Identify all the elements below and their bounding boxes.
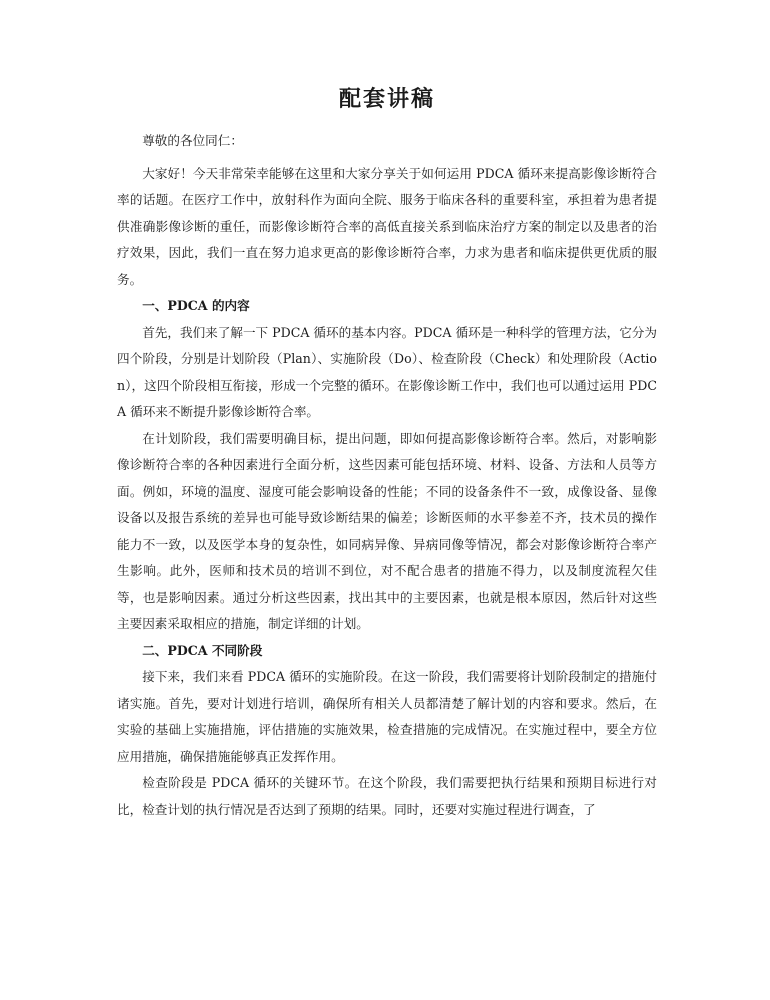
paragraph-check-stage: 检查阶段是 PDCA 循环的关键环节。在这个阶段，我们需要把执行结果和预期目标进行对比，检查计划的执行情况是否达到了预期的结果。同时，还要对实施过程进行调查，了 [117,775,657,817]
document-page [117,82,657,823]
paragraph-intro: 大家好！今天非常荣幸能够在这里和大家分享关于如何运用 PDCA 循环来提高影像诊断符合率的话题。在医疗工作中，放射科作为面向全院、服务于临床各科的重要科室，承担着为患者提供准确影像诊断的重任，而影像诊断符合率的高低直接关系到临床治疗方案的制定以及患者的治疗效果，因此，我们一直在努力追求更高的影像诊断符合率，力求为患者和临床提供更优质的服务。 [117,165,657,287]
section-heading-2: 二、PDCA 不同阶段 [142,642,263,658]
page-title: 配套讲稿 [338,86,435,112]
salutation: 尊敬的各位同仁： [142,133,243,148]
section-heading-1: 一、PDCA 的内容 [142,298,250,313]
paragraph-do-stage: 接下来，我们来看 PDCA 循环的实施阶段。在这一阶段，我们需要将计划阶段制定的措施付诸实施。首先，要对计划进行培训，确保所有相关人员都清楚了解计划的内容和要求。然后，在实验的基础上实施措施，评估措施的实施效果，检查措施的完成情况。在实施过程中，要全方位应用措施，确保措施能够真正发挥作用。 [117,669,657,764]
paragraph-plan-stage: 在计划阶段，我们需要明确目标，提出问题，即如何提高影像诊断符合率。然后，对影响影像诊断符合率的各种因素进行全面分析，这些因素可能包括环境、材料、设备、方法和人员等方面。例如，环境的温度、湿度可能会影响设备的性能；不同的设备条件不一致，成像设备、显像设备以及报告系统的差异也可能导致诊断结果的偏差；诊断医师的水平参差不齐，技术员的操作能力不一致，以及医学本身的复杂性，如同病异像、异病同像等情况，都会对影像诊断符合率产生影响。此外，医师和技术员的培训不到位，对不配合患者的措施不得力，以及制度流程欠佳等，也是影响因素。通过分析这些因素，找出其中的主要因素，也就是根本原因，然后针对这些主要因素采取相应的措施，制定详细的计划。 [117,430,657,631]
paragraph-pdca-content: 首先，我们来了解一下 PDCA 循环的基本内容。PDCA 循环是一种科学的管理方法，它分为四个阶段，分别是计划阶段（Plan）、实施阶段（Do）、检查阶段（Check）和处理阶段（Action），这四个阶段相互衔接，形成一个完整的循环。在影像诊断工作中，我们也可以通过运用 PDCA 循环来不断提升影像诊断符合率。 [117,324,657,419]
